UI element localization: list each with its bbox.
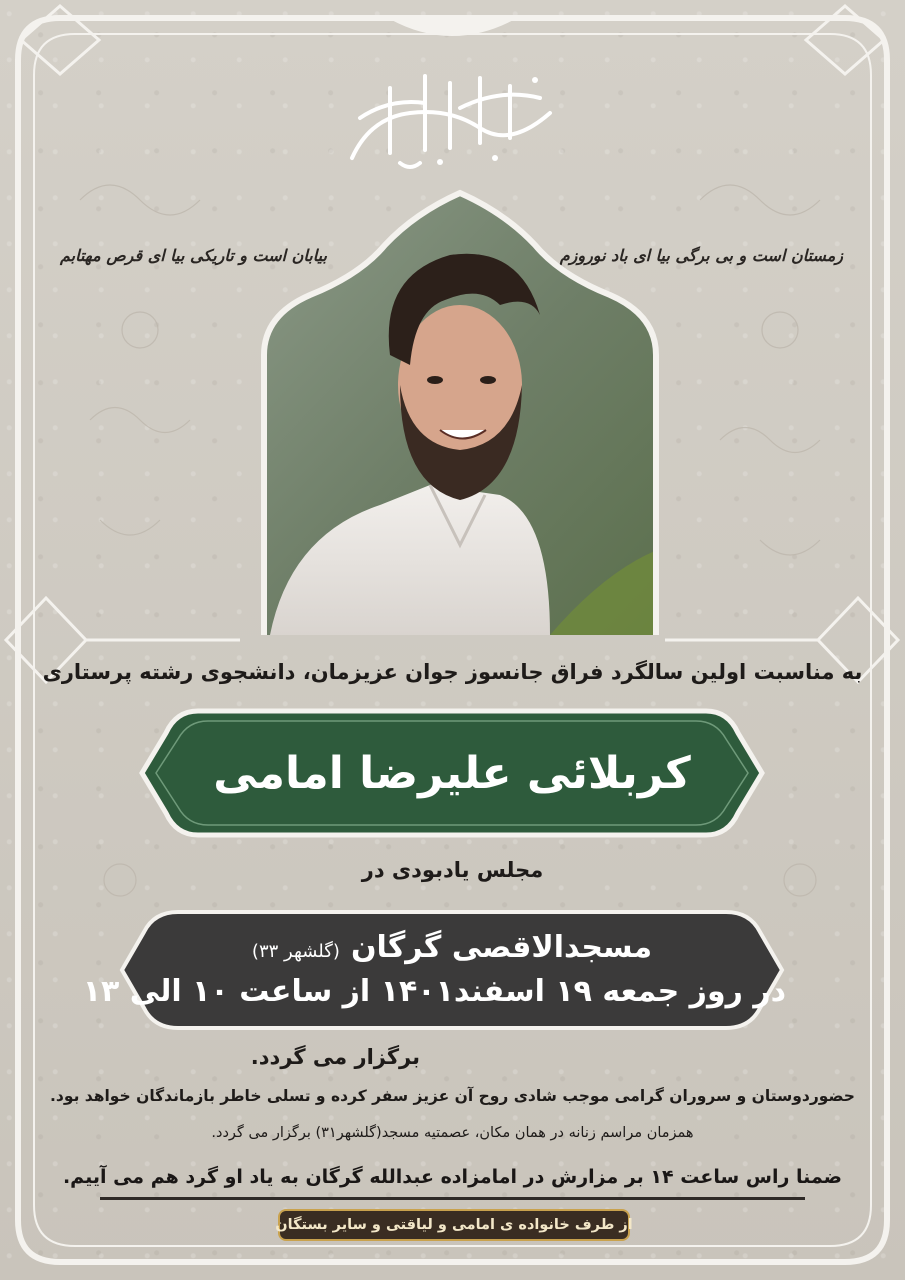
- portrait-photo: [250, 185, 670, 635]
- women-ceremony-text: همزمان مراسم زنانه در همان مکان، عصمتیه مسجد(گلشهر۳۱) برگزار می گردد.: [211, 1125, 694, 1141]
- calligraphy-logo: [330, 58, 575, 173]
- family-signature: از طرف خانواده ی امامی و لیاقتی و سایر بستگان: [278, 1209, 630, 1241]
- venue-datetime: در روز جمعه ۱۹ اسفند۱۴۰۱ از ساعت ۱۰ الی ۱۳: [82, 974, 786, 1009]
- invitation-text: حضوردوستان و سروران گرامی موجب شادی روح آن عزیز سفر کرده و تسلی خاطر بازماندگان خواهد بود.: [50, 1087, 855, 1105]
- venue-name: مسجدالاقصی گرگان: [350, 930, 653, 965]
- venue-note: (گلشهر ۳۳): [251, 941, 340, 962]
- venue-banner: [82, 906, 786, 1034]
- memorial-heading: مجلس یادبودی در: [361, 858, 544, 882]
- deceased-name: کربلائی علیرضا امامی: [213, 747, 691, 799]
- occasion-text: به مناسبت اولین سالگرد فراق جانسوز جوان عزیزمان، دانشجوی رشته پرستاری: [42, 660, 863, 684]
- poem-verse-left: بیابان است و تاریکی بیا ای قرص مهتابم: [60, 246, 327, 265]
- gathering-text: ضمنا راس ساعت ۱۴ بر مزارش در امامزاده عبدالله گرگان به یاد او گرد هم می آییم.: [62, 1166, 843, 1188]
- venue-line: [118, 930, 786, 965]
- divider: [100, 1197, 805, 1200]
- poem-verse-right: زمستان است و بی برگی بیا ای باد نوروزم: [559, 246, 843, 265]
- held-text: برگزار می گردد.: [250, 1045, 420, 1069]
